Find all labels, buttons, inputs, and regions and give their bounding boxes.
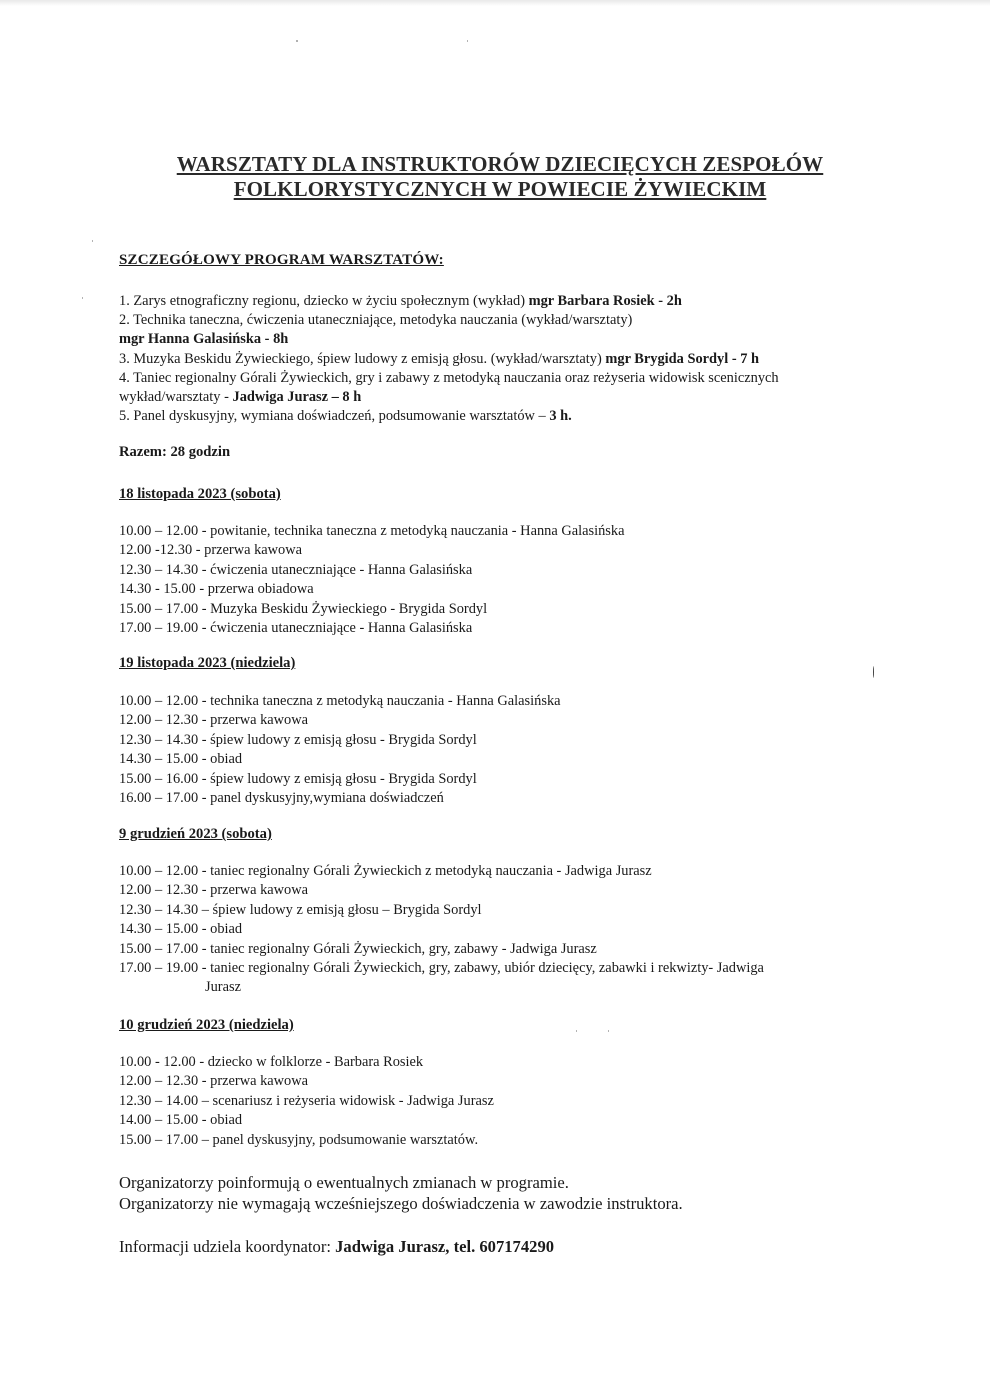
scan-speck [82,297,83,299]
contact-info [119,1237,554,1257]
schedule-row: 12.00 – 12.30 - przerwa kawowa [119,712,309,729]
schedule-row: 12.30 – 14.30 - ćwiczenia utaneczniające - Hanna Galasińska [119,561,473,578]
day-heading: 18 listopada 2023 (sobota) [119,486,281,502]
schedule-row: 12.00 -12.30 - przerwa kawowa [119,542,303,559]
program-item: mgr Hanna Galasińska - 8h [119,331,289,348]
scan-speck [92,240,93,242]
program-item: 5. Panel dyskusyjny, wymiana doświadczeń, podsumowanie warsztatów – 3 h. [119,408,572,425]
schedule-row: 17.00 – 19.00 - taniec regionalny Górali Żywieckich, gry, zabawy, ubiór dziecięcy, zabawki i rekwizty- Jadwiga [119,960,764,977]
note-line: Organizatorzy nie wymagają wcześniejszego doświadczenia w zawodzie instruktora. [119,1194,683,1213]
contact-details: Jadwiga Jurasz, tel. 607174290 [335,1237,555,1256]
title-line-2: FOLKLORYSTYCZNYCH W POWIECIE ŻYWIECKIM [233,177,767,201]
schedule-row: 10.00 – 12.00 - taniec regionalny Górali Żywieckich z metodyką nauczania - Jadwiga Jurasz [119,863,652,879]
total-hours: Razem: 28 godzin [119,444,231,460]
scan-speck [576,1030,577,1032]
day-heading: 9 grudzień 2023 (sobota) [119,826,272,842]
schedule-row: 12.30 – 14.30 – śpiew ludowy z emisją głosu – Brygida Sordyl [119,901,482,918]
schedule-row-continuation: Jurasz [205,979,241,996]
scan-mark [873,666,874,678]
day-schedule [119,692,899,808]
schedule-row: 12.00 – 12.30 - przerwa kawowa [119,1073,309,1090]
day-schedule [119,862,899,998]
scan-speck [467,40,468,42]
schedule-row: 12.30 – 14.30 - śpiew ludowy z emisją głosu - Brygida Sordyl [119,731,477,748]
note-line: Organizatorzy poinformują o ewentualnych zmianach w programie. [119,1173,569,1192]
day-schedule [119,522,899,638]
schedule-row: 15.00 – 17.00 - taniec regionalny Górali Żywieckich, gry, zabawy - Jadwiga Jurasz [119,940,597,957]
schedule-row: 10.00 – 12.00 - powitanie, technika taneczna z metodyką nauczania - Hanna Galasińska [119,523,625,539]
schedule-row: 15.00 – 16.00 - śpiew ludowy z emisją głosu - Brygida Sordyl [119,770,477,787]
schedule-row: 14.30 – 15.00 - obiad [119,921,243,938]
day-heading: 10 grudzień 2023 (niedziela) [119,1017,294,1033]
contact-label: Informacji udziela koordynator: [119,1237,336,1256]
document-title [110,152,890,202]
program-item: 2. Technika taneczna, ćwiczenia utaneczniające, metodyka nauczania (wykład/warsztaty) [119,312,633,329]
scan-speck [608,1030,609,1032]
program-item: 1. Zarys etnograficzny regionu, dziecko w życiu społecznym (wykład) mgr Barbara Rosiek - 2h [119,293,682,309]
organizer-notes [119,1172,683,1214]
schedule-row: 10.00 - 12.00 - dziecko w folklorze - Barbara Rosiek [119,1054,424,1070]
schedule-row: 10.00 – 12.00 - technika taneczna z metodyką nauczania - Hanna Galasińska [119,693,561,709]
schedule-row: 17.00 – 19.00 - ćwiczenia utaneczniające - Hanna Galasińska [119,620,473,637]
schedule-row: 12.30 – 14.00 – scenariusz i reżyseria widowisk - Jadwiga Jurasz [119,1092,494,1109]
scan-speck [296,40,298,42]
schedule-row: 16.00 – 17.00 - panel dyskusyjny,wymiana doświadczeń [119,790,444,807]
schedule-row: 15.00 – 17.00 – panel dyskusyjny, podsumowanie warsztatów. [119,1131,479,1148]
program-item: 3. Muzyka Beskidu Żywieckiego, śpiew ludowy z emisją głosu. (wykład/warsztaty) mgr Brygida Sordyl - 7 h [119,350,760,367]
schedule-row: 14.30 – 15.00 - obiad [119,751,243,768]
program-list [119,292,899,426]
program-heading: SZCZEGÓŁOWY PROGRAM WARSZTATÓW: [119,252,444,268]
schedule-row: 14.30 - 15.00 - przerwa obiadowa [119,581,314,598]
day-schedule [119,1053,899,1150]
program-item: wykład/warsztaty - Jadwiga Jurasz – 8 h [119,389,362,406]
day-heading: 19 listopada 2023 (niedziela) [119,655,296,671]
scan-edge [0,0,990,6]
schedule-row: 15.00 – 17.00 - Muzyka Beskidu Żywieckiego - Brygida Sordyl [119,600,488,617]
title-line-1: WARSZTATY DLA INSTRUKTORÓW DZIECIĘCYCH ZESPOŁÓW [176,152,824,176]
schedule-row: 14.00 – 15.00 - obiad [119,1112,243,1129]
schedule-row: 12.00 – 12.30 - przerwa kawowa [119,882,309,899]
program-item: 4. Taniec regionalny Górali Żywieckich, gry i zabawy z metodyką nauczania oraz reżyseria widowisk scenicznych [119,369,779,386]
